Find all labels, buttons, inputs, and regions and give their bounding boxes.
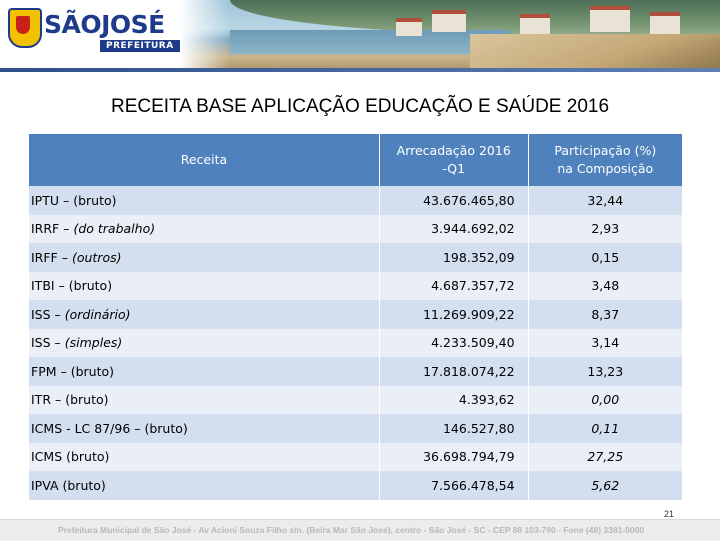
- row-receita: [29, 300, 380, 329]
- row-receita-label: IPTU – (bruto): [31, 192, 117, 208]
- row-receita: [29, 329, 380, 358]
- row-participacao: 0,11: [528, 414, 682, 443]
- row-participacao: 27,25: [528, 443, 682, 472]
- row-receita: [29, 186, 380, 215]
- row-receita-label: ITR – (bruto): [31, 392, 109, 408]
- row-arrecadacao: 43.676.465,80: [379, 186, 528, 215]
- row-receita-label: IRFF –: [31, 249, 72, 265]
- row-receita: [29, 414, 380, 443]
- banner-beach: [470, 34, 720, 72]
- row-receita-qualifier: (outros): [71, 249, 122, 265]
- table-row: [29, 414, 683, 443]
- footer-bar: [0, 519, 720, 541]
- row-arrecadacao: 3.944.692,02: [379, 215, 528, 244]
- header-arrecadacao: [379, 134, 528, 186]
- row-participacao: 2,93: [528, 215, 682, 244]
- footer-address: Prefeitura Municipal de São José - Av Acioni Souza Filho s/n. (Beira Mar São José), centro - São José - SC - CEP 88 103-790 - Fone (48) 3381-0000: [58, 525, 645, 535]
- row-receita: [29, 215, 380, 244]
- banner-house: [396, 18, 422, 36]
- row-receita-label: ISS –: [31, 306, 65, 322]
- logo-panel: [0, 0, 230, 72]
- header-participacao-line1: Participação (%): [554, 143, 657, 158]
- table-row: [29, 357, 683, 386]
- table-row: [29, 243, 683, 272]
- header-arrecadacao-line1: Arrecadação 2016: [396, 143, 511, 158]
- header-participacao: [528, 134, 682, 186]
- banner-house: [520, 14, 550, 34]
- row-arrecadacao: 198.352,09: [379, 243, 528, 272]
- row-receita: [29, 357, 380, 386]
- row-arrecadacao: 36.698.794,79: [379, 443, 528, 472]
- coat-of-arms-icon: [8, 8, 42, 48]
- brand-subtitle: PREFEITURA: [100, 40, 180, 52]
- row-receita: [29, 243, 380, 272]
- row-participacao: 5,62: [528, 471, 682, 500]
- banner-rail: [0, 68, 720, 72]
- row-participacao: 0,15: [528, 243, 682, 272]
- row-receita-label: ITBI – (bruto): [31, 278, 113, 294]
- table-row: [29, 329, 683, 358]
- table-row: [29, 300, 683, 329]
- row-receita-qualifier: (ordinário): [64, 306, 131, 322]
- row-arrecadacao: 4.687.357,72: [379, 272, 528, 301]
- row-participacao: 3,48: [528, 272, 682, 301]
- table-row: [29, 186, 683, 215]
- row-receita: [29, 443, 380, 472]
- table-header-row: [29, 134, 683, 186]
- row-arrecadacao: 17.818.074,22: [379, 357, 528, 386]
- banner-water: [230, 30, 510, 54]
- table-body: [29, 186, 683, 500]
- row-receita: [29, 471, 380, 500]
- row-receita-qualifier: (do trabalho): [73, 221, 156, 237]
- table-row: [29, 443, 683, 472]
- row-arrecadacao: 4.233.509,40: [379, 329, 528, 358]
- row-arrecadacao: 11.269.909,22: [379, 300, 528, 329]
- header-arrecadacao-line2: -Q1: [442, 161, 466, 176]
- table-row: [29, 386, 683, 415]
- revenue-table: [28, 134, 682, 500]
- banner-house: [650, 12, 680, 34]
- row-participacao: 0,00: [528, 386, 682, 415]
- row-receita: [29, 272, 380, 301]
- header-participacao-line2: na Composição: [557, 161, 654, 176]
- table-row: [29, 471, 683, 500]
- brand-name: SÃOJOSÉ: [44, 10, 165, 39]
- header-banner: [0, 0, 720, 72]
- banner-hills: [230, 0, 720, 34]
- row-receita-label: IRRF –: [31, 221, 74, 237]
- row-receita-label: ICMS (bruto): [31, 449, 110, 465]
- page-number: 21: [664, 509, 675, 519]
- row-receita-label: FPM – (bruto): [31, 363, 115, 379]
- table-row: [29, 215, 683, 244]
- banner-house: [590, 6, 630, 32]
- row-participacao: 32,44: [528, 186, 682, 215]
- row-receita-label: ICMS - LC 87/96 – (bruto): [31, 420, 188, 436]
- row-receita-qualifier: (simples): [64, 335, 123, 351]
- row-participacao: 3,14: [528, 329, 682, 358]
- row-receita: [29, 386, 380, 415]
- row-arrecadacao: 146.527,80: [379, 414, 528, 443]
- row-arrecadacao: 4.393,62: [379, 386, 528, 415]
- row-receita-label: IPVA (bruto): [31, 477, 106, 493]
- row-participacao: 13,23: [528, 357, 682, 386]
- banner-house: [432, 10, 466, 32]
- row-receita-label: ISS –: [31, 335, 65, 351]
- row-participacao: 8,37: [528, 300, 682, 329]
- header-receita: Receita: [29, 134, 380, 186]
- page-title: RECEITA BASE APLICAÇÃO EDUCAÇÃO E SAÚDE 2016: [110, 96, 610, 117]
- row-arrecadacao: 7.566.478,54: [379, 471, 528, 500]
- table-row: [29, 272, 683, 301]
